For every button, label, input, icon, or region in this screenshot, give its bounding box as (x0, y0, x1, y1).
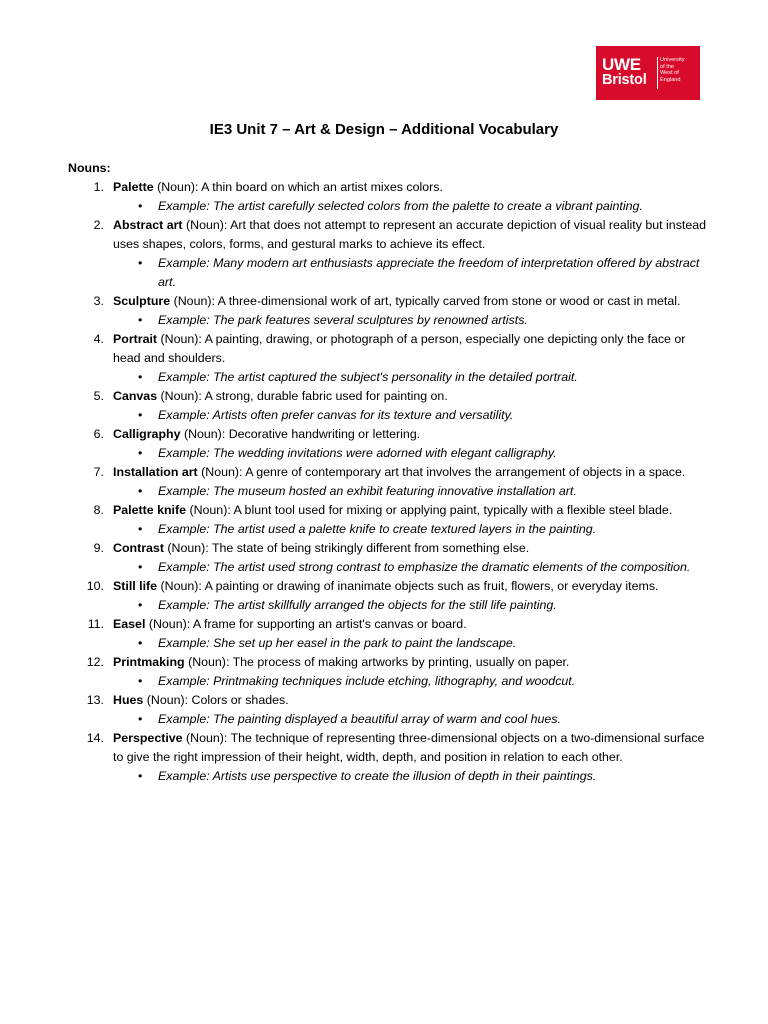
example-list (113, 482, 708, 501)
list-item (68, 729, 708, 786)
part-of-speech: (Noun) (160, 579, 199, 593)
vocab-term: Printmaking (113, 655, 185, 669)
bullet-icon: • (138, 370, 143, 384)
example-list (113, 444, 708, 463)
example-sentence (113, 406, 708, 425)
example-sentence (113, 520, 708, 539)
example-sentence (113, 558, 708, 577)
example-sentence (113, 311, 708, 330)
item-number: 11. (87, 617, 104, 631)
list-item (68, 330, 708, 387)
definition: : Colors or shades. (184, 693, 289, 707)
list-item (68, 425, 708, 463)
example-list (113, 520, 708, 539)
item-number: 2. (93, 218, 104, 232)
logo-university-text: University of the West of England (660, 57, 685, 83)
vocab-term: Contrast (113, 541, 164, 555)
item-number: 14. (86, 731, 104, 745)
item-number: 6. (93, 427, 104, 441)
bullet-icon: • (138, 199, 143, 213)
example-list (113, 254, 708, 292)
item-number: 5. (93, 389, 104, 403)
bullet-icon: • (138, 408, 143, 422)
definition: : A frame for supporting an artist's canvas or board. (186, 617, 467, 631)
example-sentence (113, 254, 708, 292)
bullet-icon: • (138, 522, 143, 536)
bullet-icon: • (138, 769, 143, 783)
item-number: 13. (86, 693, 104, 707)
bullet-icon: • (138, 674, 143, 688)
logo-bristol-text: Bristol (602, 72, 647, 88)
vocabulary-content (68, 159, 708, 786)
vocab-term: Portrait (113, 332, 158, 346)
item-number: 3. (93, 294, 104, 308)
page-title: IE3 Unit 7 – Art & Design – Additional Vocabulary (209, 121, 559, 138)
vocab-term: Calligraphy (113, 427, 181, 441)
example-text: Example: Artists use perspective to create the illusion of depth in their paintings. (158, 769, 597, 783)
part-of-speech: (Noun) (186, 731, 224, 745)
bullet-icon: • (138, 484, 143, 498)
logo-divider (657, 57, 658, 89)
part-of-speech: (Noun) (189, 503, 228, 517)
list-item (68, 387, 708, 425)
list-item (68, 216, 708, 292)
example-sentence (113, 767, 708, 786)
example-text: Example: Printmaking techniques include etching, lithography, and woodcut. (158, 674, 576, 688)
section-heading: Nouns: (68, 161, 111, 175)
item-number: 10. (86, 579, 104, 593)
noun-list (68, 178, 708, 786)
part-of-speech: (Noun) (160, 332, 199, 346)
example-list (113, 197, 708, 216)
definition: : A strong, durable fabric used for painting on. (198, 389, 448, 403)
example-text: Example: The museum hosted an exhibit featuring innovative installation art. (158, 484, 577, 498)
part-of-speech: (Noun) (183, 427, 222, 441)
list-item (68, 501, 708, 539)
uwe-bristol-logo (596, 46, 700, 100)
item-number: 9. (93, 541, 104, 555)
item-number: 8. (93, 503, 104, 517)
part-of-speech: (Noun) (146, 693, 185, 707)
bullet-icon: • (138, 636, 143, 650)
vocab-term: Easel (113, 617, 146, 631)
part-of-speech: (Noun) (188, 655, 226, 669)
example-list (113, 596, 708, 615)
definition: : A blunt tool used for mixing or applying paint, typically with a flexible steel blade. (227, 503, 673, 517)
list-item (68, 463, 708, 501)
definition: : A thin board on which an artist mixes colors. (194, 180, 443, 194)
bullet-icon: • (138, 560, 143, 574)
definition: : A genre of contemporary art that involves the arrangement of objects in a space. (239, 465, 686, 479)
example-list (113, 368, 708, 387)
example-text: Example: The artist used a palette knife to create textured layers in the painting. (158, 522, 597, 536)
definition: : A painting or drawing of inanimate objects such as fruit, flowers, or everyday items. (198, 579, 659, 593)
example-text: Example: The artist carefully selected colors from the palette to create a vibrant painting. (158, 199, 643, 213)
definition: : Art that does not attempt to represent an accurate depiction of visual reality but instead uses shapes, colors, forms, and gestural marks to achieve its effect. (113, 218, 707, 251)
vocab-term: Sculpture (113, 294, 171, 308)
definition: : The process of making artworks by printing, usually on paper. (225, 655, 570, 669)
definition: : The technique of representing three-dimensional objects on a two-dimensional surface to give the right impression of their height, width, depth, and position in relation to each other. (113, 731, 705, 764)
part-of-speech: (Noun) (148, 617, 187, 631)
example-list (113, 672, 708, 691)
example-text: Example: The artist skillfully arranged the objects for the still life painting. (158, 598, 557, 612)
part-of-speech: (Noun) (160, 389, 199, 403)
example-text: Example: Artists often prefer canvas for its texture and versatility. (158, 408, 514, 422)
bullet-icon: • (138, 256, 143, 270)
list-item (68, 292, 708, 330)
vocab-term: Hues (113, 693, 144, 707)
part-of-speech: (Noun) (186, 218, 224, 232)
vocab-term: Palette (113, 180, 154, 194)
list-item (68, 539, 708, 577)
example-sentence (113, 482, 708, 501)
part-of-speech: (Noun) (173, 294, 212, 308)
list-item (68, 691, 708, 729)
part-of-speech: (Noun) (157, 180, 195, 194)
example-text: Example: The wedding invitations were adorned with elegant calligraphy. (158, 446, 557, 460)
vocab-term: Still life (113, 579, 158, 593)
example-sentence (113, 710, 708, 729)
list-item (68, 653, 708, 691)
bullet-icon: • (138, 598, 143, 612)
example-sentence (113, 197, 708, 216)
vocab-term: Installation art (113, 465, 198, 479)
example-list (113, 710, 708, 729)
logo-uwe-text: UWE (602, 55, 641, 74)
example-sentence (113, 368, 708, 387)
list-item (68, 577, 708, 615)
bullet-icon: • (138, 446, 143, 460)
example-text: Example: The park features several sculptures by renowned artists. (158, 313, 528, 327)
definition: : A three-dimensional work of art, typically carved from stone or wood or cast in metal. (211, 294, 681, 308)
item-number: 7. (93, 465, 104, 479)
list-item (68, 615, 708, 653)
example-text: Example: She set up her easel in the park to paint the landscape. (158, 636, 517, 650)
vocab-term: Canvas (113, 389, 158, 403)
vocab-term: Palette knife (113, 503, 186, 517)
example-sentence (113, 596, 708, 615)
example-list (113, 311, 708, 330)
bullet-icon: • (138, 712, 143, 726)
example-sentence (113, 672, 708, 691)
example-list (113, 767, 708, 786)
list-item (68, 178, 708, 216)
vocab-term: Abstract art (113, 218, 183, 232)
example-text: Example: Many modern art enthusiasts appreciate the freedom of interpretation offered by abstract art. (158, 256, 700, 289)
example-text: Example: The painting displayed a beautiful array of warm and cool hues. (158, 712, 561, 726)
item-number: 12. (86, 655, 104, 669)
example-sentence (113, 444, 708, 463)
example-text: Example: The artist captured the subject's personality in the detailed portrait. (158, 370, 578, 384)
vocab-term: Perspective (113, 731, 183, 745)
part-of-speech: (Noun) (201, 465, 240, 479)
example-sentence (113, 634, 708, 653)
example-list (113, 406, 708, 425)
part-of-speech: (Noun) (167, 541, 206, 555)
bullet-icon: • (138, 313, 143, 327)
example-list (113, 558, 708, 577)
definition: : A painting, drawing, or photograph of a person, especially one depicting only the face or head and shoulders. (113, 332, 686, 365)
definition: : The state of being strikingly different from something else. (205, 541, 530, 555)
definition: : Decorative handwriting or lettering. (221, 427, 421, 441)
example-text: Example: The artist used strong contrast to emphasize the dramatic elements of the composition. (158, 560, 691, 574)
item-number: 4. (93, 332, 104, 346)
item-number: 1. (93, 180, 104, 194)
example-list (113, 634, 708, 653)
